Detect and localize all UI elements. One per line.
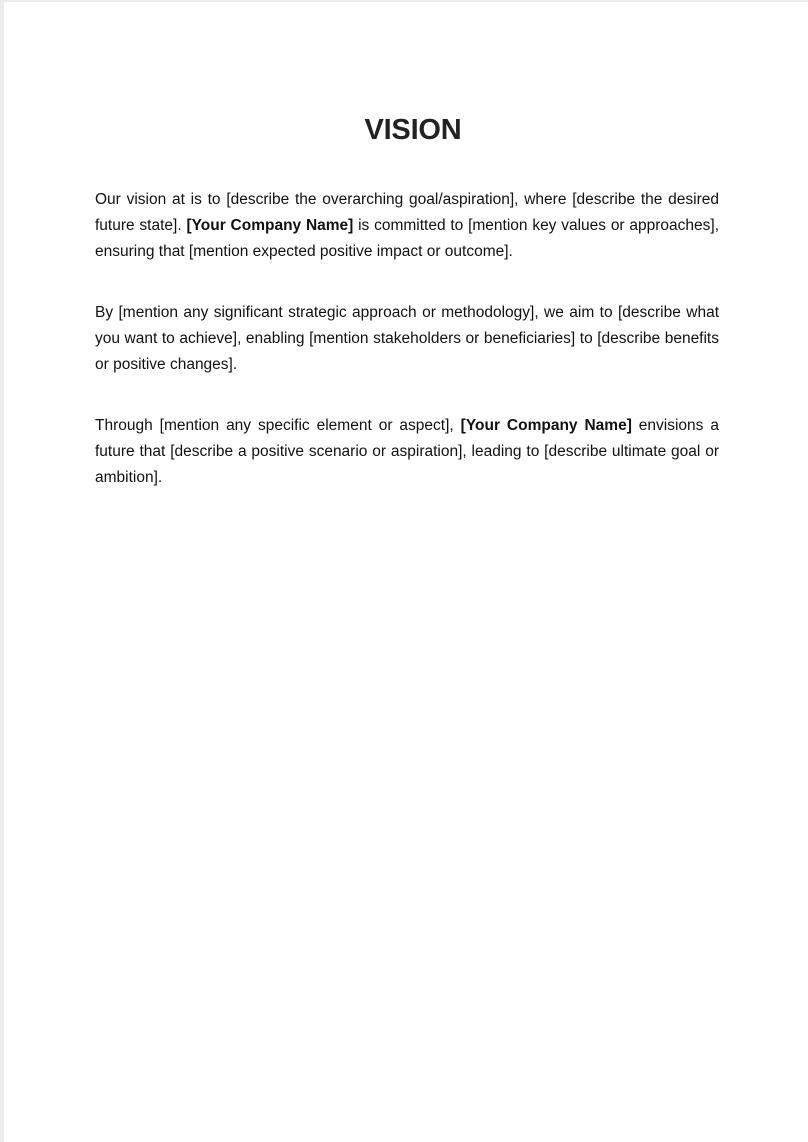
paragraph-text: By [mention any significant strategic approach or methodology], we aim to [describe what you want to achieve], enabling [mention stakeholders or beneficiaries] to [describe benefits or positive changes]. [95,304,719,373]
document-page [4,2,808,1142]
paragraph-text: envisions a future that [describe a positive scenario or aspiration], leading to [describe ultimate goal or ambition]. [95,417,719,486]
paragraph-text: is committed to [mention key values or approaches], ensuring that [mention expected positive impact or outcome]. [95,217,719,260]
company-name-placeholder: [Your Company Name] [460,417,632,434]
paragraph-text: Through [mention any specific element or aspect], [95,417,461,434]
company-name-placeholder: [Your Company Name] [186,217,354,234]
vision-paragraph-1 [95,187,719,265]
page-title: VISION [364,114,462,146]
vision-paragraph-2 [95,300,719,378]
paragraph-text: Our vision at is to [describe the overarching goal/aspiration], where [describe the desired future state]. [95,191,719,234]
vision-paragraph-3 [95,413,719,491]
